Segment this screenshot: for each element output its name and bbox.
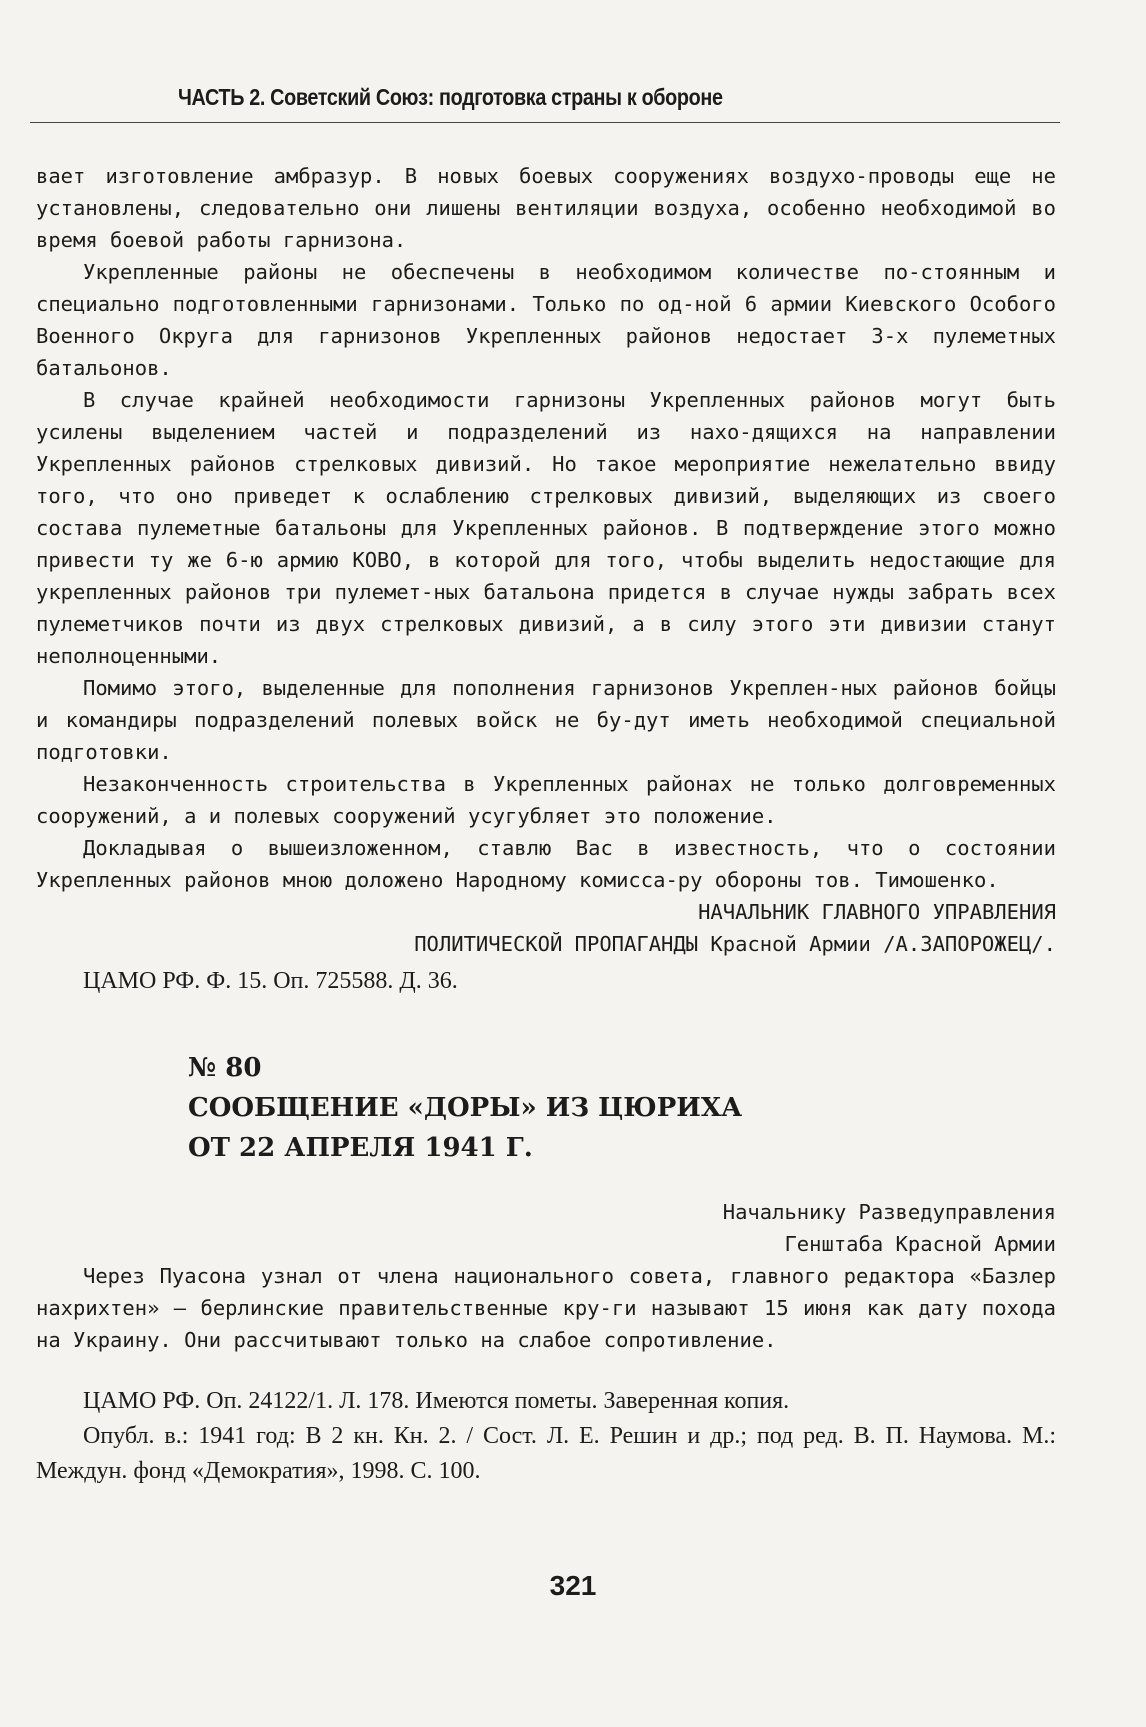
reference-publication: Опубл. в.: 1941 год: В 2 кн. Кн. 2. / Сост. Л. Е. Решин и др.; под ред. В. П. Наумова. М.: Междун. фонд «Демократия», 1998. С. 100. [36, 1423, 1056, 1484]
signature-line-1: НАЧАЛЬНИК ГЛАВНОГО УПРАВЛЕНИЯ [698, 900, 1056, 924]
message-text: Через Пуасона узнал от члена национального совета, главного редактора «Базлер нахрихтен» — берлинские правительственные кру-ги называют 15 июня как дату похода на Украину. Они рассчитывают только на слабое сопротивление. [36, 1264, 1056, 1352]
running-header: ЧАСТЬ 2. Советский Союз: подготовка страны к обороне [178, 84, 723, 110]
paragraph: вает изготовление амбразур. В новых боевых сооружениях воздухо-проводы еще не установлены, следовательно они лишены вентиляции воздуха, особенно необходимой во время боевой работы гарнизона. [36, 164, 1056, 252]
document-title-line-1: СООБЩЕНИЕ «ДОРЫ» ИЗ ЦЮРИХА [188, 1093, 743, 1123]
archive-reference: ЦАМО РФ. Ф. 15. Оп. 725588. Д. 36. [83, 968, 458, 994]
paragraph: В случае крайней необходимости гарнизоны Укрепленных районов могут быть усилены выделением частей и подразделений из нахо-дящихся на направлении Укрепленных районов стрелковых дивизий. Но такое мероприятие нежелательно ввиду того, что оно приведет к ослаблению стрелковых дивизий, выделяющих из своего состава пулеметные батальоны для Укрепленных районов. В подтверждение этого можно привести ту же 6-ю армию КОВО, в которой для того, чтобы выделить недостающие для укрепленных районов три пулемет-ных батальона придется в случае нужды забрать всех пулеметчиков почти из двух стрелковых дивизий, а в силу этого эти дивизии станут неполноценными. [36, 388, 1056, 668]
references [36, 1384, 1056, 1489]
page-number: 321 [549, 1570, 597, 1601]
addressee-line-2: Генштаба Красной Армии [784, 1232, 1056, 1256]
signature-line-2: ПОЛИТИЧЕСКОЙ ПРОПАГАНДЫ Красной Армии /А.ЗАПОРОЖЕЦ/. [414, 932, 1056, 956]
reference-archive: ЦАМО РФ. Оп. 24122/1. Л. 178. Имеются пометы. Заверенная копия. [83, 1388, 790, 1414]
paragraph: Помимо этого, выделенные для пополнения гарнизонов Укреплен-ных районов бойцы и командиры подразделений полевых войск не бу-дут иметь необходимой специальной подготовки. [36, 676, 1056, 764]
header-rule [30, 122, 1060, 123]
paragraph: Укрепленные районы не обеспечены в необходимом количестве по-стоянным и специально подготовленными гарнизонами. Только по од-ной 6 армии Киевского Особого Военного Округа для гарнизонов Укрепленных районов недостает 3-х пулеметных батальонов. [36, 260, 1056, 380]
document-number: № 80 [188, 1053, 262, 1083]
paragraph: Докладывая о вышеизложенном, ставлю Вас в известность, что о состоянии Укрепленных районов мною доложено Народному комисса-ру обороны тов. Тимошенко. [36, 836, 1056, 892]
addressee-line-1: Начальнику Разведуправления [722, 1200, 1056, 1224]
paragraph: Незаконченность строительства в Укрепленных районах не только долговременных сооружений, а и полевых сооружений усугубляет это положение. [36, 772, 1056, 828]
document-title-line-2: ОТ 22 АПРЕЛЯ 1941 Г. [188, 1133, 533, 1163]
page-body [36, 160, 1056, 1489]
